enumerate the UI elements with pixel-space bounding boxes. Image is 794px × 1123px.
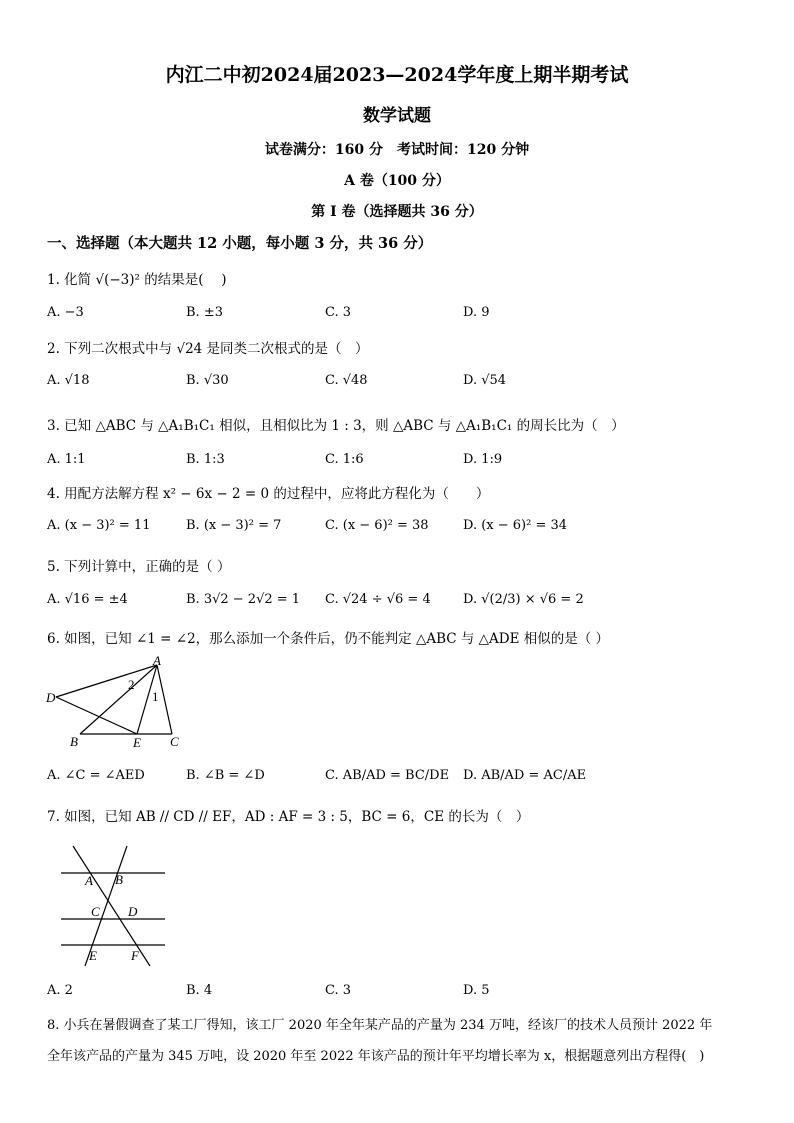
label-e: E: [133, 735, 141, 750]
label-a: A: [85, 873, 93, 888]
label-e: E: [89, 948, 97, 963]
label-b: B: [115, 872, 123, 887]
q6-option-b: B. ∠B = ∠D: [186, 768, 265, 783]
q4-option-c: C. (x − 6)² = 38: [325, 518, 429, 533]
exam-title: 内江二中初2024届2023—2024学年度上期半期考试: [165, 64, 629, 86]
label-d: D: [128, 904, 138, 919]
label-c: C: [91, 904, 100, 919]
q3-option-b: B. 1:3: [186, 452, 225, 467]
q4-option-b: B. (x − 3)² = 7: [186, 518, 282, 533]
angle-2-label: 2: [128, 677, 135, 692]
exam-info: 试卷满分：160 分 考试时间：120 分钟: [264, 142, 530, 158]
q7-option-d: D. 5: [463, 983, 490, 998]
q6-option-a: A. ∠C = ∠AED: [47, 768, 145, 783]
question-8-stem-line-1: 8. 小兵在暑假调查了某工厂得知，该工厂 2020 年全年某产品的产量为 234 万吨，经该厂的技术人员预计 2022 年: [47, 1018, 713, 1033]
q1-option-c: C. 3: [325, 305, 352, 320]
question-8-stem-line-2: 全年该产品的产量为 345 万吨，设 2020 年至 2022 年该产品的预计年平均增长率为 x，根据题意列出方程得( ): [47, 1049, 705, 1064]
q7-option-c: C. 3: [325, 983, 352, 998]
label-c: C: [170, 734, 179, 749]
question-2-stem: 2. 下列二次根式中与 √24 是同类二次根式的是（ ）: [47, 341, 369, 357]
exam-subject: 数学试题: [363, 106, 431, 126]
label-a: A: [153, 653, 161, 668]
q2-option-b: B. √30: [186, 373, 229, 388]
question-6-stem: 6. 如图，已知 ∠1 = ∠2，那么添加一个条件后，仍不能判定 △ABC 与 △ADE 相似的是（ ）: [47, 631, 610, 647]
q3-option-d: D. 1:9: [463, 452, 503, 467]
figure-6-triangles: [40, 652, 200, 752]
q2-option-d: D. √54: [463, 373, 507, 388]
segment-da: [56, 665, 157, 697]
volume-label: A 卷（100 分）: [344, 173, 450, 189]
angle-1-label: 1: [152, 689, 159, 704]
label-d: D: [46, 690, 56, 705]
label-b: B: [70, 734, 78, 749]
segment-ac: [157, 665, 172, 734]
q7-option-b: B. 4: [186, 983, 213, 998]
q1-option-d: D. 9: [463, 305, 490, 320]
label-f: F: [131, 948, 139, 963]
q5-option-b: B. 3√2 − 2√2 = 1: [186, 592, 301, 607]
q3-option-a: A. 1:1: [47, 452, 86, 467]
segment-ab: [80, 665, 157, 734]
segment-de: [56, 697, 137, 734]
q7-option-a: A. 2: [47, 983, 73, 998]
figure-7-parallel-lines: [55, 840, 170, 970]
question-1-stem: 1. 化简 √(−3)² 的结果是( ): [47, 272, 227, 288]
section-heading: 一、选择题（本大题共 12 小题，每小题 3 分，共 36 分）: [47, 235, 433, 252]
q1-option-a: A. −3: [47, 305, 84, 320]
question-3-stem: 3. 已知 △ABC 与 △A₁B₁C₁ 相似，且相似比为 1 : 3，则 △ABC 与 △A₁B₁C₁ 的周长比为（ ）: [47, 418, 625, 434]
q5-option-c: C. √24 ÷ √6 = 4: [325, 592, 431, 607]
q2-option-a: A. √18: [47, 373, 90, 388]
question-4-stem: 4. 用配方法解方程 x² − 6x − 2 = 0 的过程中，应将此方程化为（ ）: [47, 486, 490, 502]
q2-option-c: C. √48: [325, 373, 368, 388]
q4-option-d: D. (x − 6)² = 34: [463, 518, 568, 533]
q5-option-d: D. √(2/3) × √6 = 2: [463, 592, 584, 607]
q5-option-a: A. √16 = ±4: [47, 592, 128, 607]
q3-option-c: C. 1:6: [325, 452, 364, 467]
question-7-stem: 7. 如图，已知 AB // CD // EF，AD : AF = 3 : 5，BC = 6，CE 的长为（ ）: [47, 809, 530, 825]
q6-option-d: D. AB/AD = AC/AE: [463, 768, 587, 783]
part-label: 第 I 卷（选择题共 36 分）: [311, 204, 483, 220]
question-5-stem: 5. 下列计算中，正确的是（ ）: [47, 559, 231, 575]
q6-option-c: C. AB/AD = BC/DE: [325, 768, 450, 783]
q1-option-b: B. ±3: [186, 305, 223, 320]
q4-option-a: A. (x − 3)² = 11: [47, 518, 151, 533]
